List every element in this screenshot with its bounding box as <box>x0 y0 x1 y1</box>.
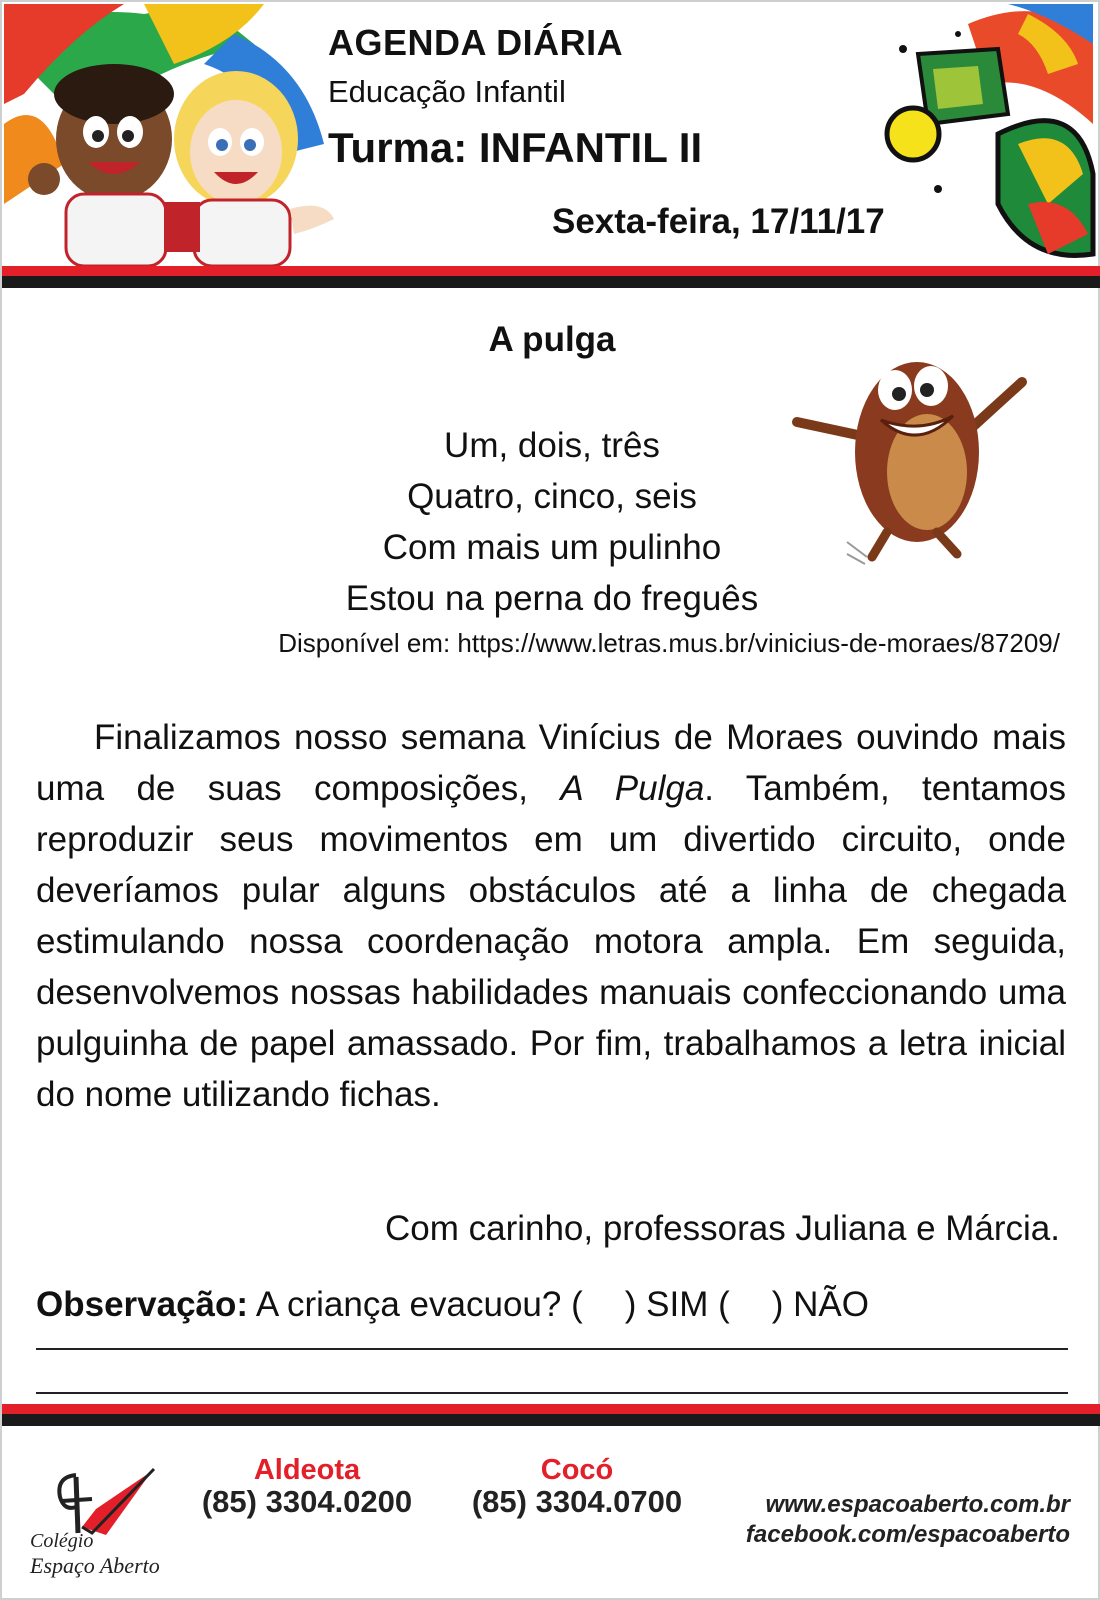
poem-line: Estou na perna do freguês <box>345 579 759 618</box>
signoff: Com carinho, professoras Juliana e Márcia. <box>384 1209 1060 1248</box>
logo-text: Colégio <box>30 1530 94 1552</box>
branch-aldeota <box>192 1454 422 1518</box>
decorative-art <box>878 4 1098 266</box>
branch-name: Aldeota <box>253 1454 361 1486</box>
facebook-link[interactable]: facebook.com/espacoaberto <box>745 1521 1070 1548</box>
observation-question: A criança evacuou? <box>255 1285 562 1324</box>
header-red-stripe <box>2 266 1100 276</box>
branch-coco <box>462 1454 692 1518</box>
poem-title: A pulga <box>488 320 616 359</box>
yes-option: SIM <box>646 1285 709 1324</box>
paragraph-part-1: Finalizamos nosso semana Vinícius de Moraes ouvindo mais uma de suas composições, <box>36 718 1066 808</box>
branch-phone[interactable]: (85) 3304.0700 <box>471 1484 683 1519</box>
footer-red-stripe <box>2 1404 1100 1414</box>
song-title: A Pulga <box>560 769 705 808</box>
school-logo <box>26 1467 176 1587</box>
flea-illustration <box>777 342 1057 572</box>
observation-row: Observação: A criança evacuou? ( ) SIM ( ) NÃO <box>36 1285 869 1324</box>
branch-name: Cocó <box>540 1454 614 1486</box>
poem-line: Um, dois, três <box>444 426 660 465</box>
poem-line: Quatro, cinco, seis <box>407 477 697 516</box>
writing-line[interactable] <box>36 1392 1068 1394</box>
poem-line: Com mais um pulinho <box>382 528 722 567</box>
contact-links <box>746 1490 1070 1550</box>
footer-black-stripe <box>2 1414 1100 1426</box>
no-option: NÃO <box>793 1285 869 1324</box>
writing-line[interactable] <box>36 1348 1068 1350</box>
logo-text: Espaço Aberto <box>30 1553 160 1578</box>
paragraph-part-2: . Também, tentamos reproduzir seus movimentos em um divertido circuito, onde deveríamos pular alguns obstáculos até a linha de chegada estimulando nossa coordenação motora ampla. Em seguida, desenvolvemos nossas habilidades manuais confeccionando uma pulguinha de papel amassado. Por fim, trabalhamos a letra inicial do nome utilizando fichas. <box>36 769 1067 1114</box>
header-black-stripe <box>2 276 1100 288</box>
activity-paragraph <box>36 712 1066 1120</box>
header <box>2 2 1100 268</box>
page-subtitle: Educação Infantil <box>328 74 566 109</box>
observation-label: Observação: <box>36 1285 249 1324</box>
website-link[interactable]: www.espacoaberto.com.br <box>765 1491 1070 1518</box>
class-label: Turma: INFANTIL II <box>328 124 703 171</box>
page-title: AGENDA DIÁRIA <box>328 22 624 63</box>
kids-illustration <box>4 4 344 266</box>
poem-source: Disponível em: https://www.letras.mus.br/vinicius-de-moraes/87209/ <box>278 628 1060 658</box>
date-label: Sexta-feira, 17/11/17 <box>552 202 885 241</box>
branch-phone[interactable]: (85) 3304.0200 <box>201 1484 413 1519</box>
